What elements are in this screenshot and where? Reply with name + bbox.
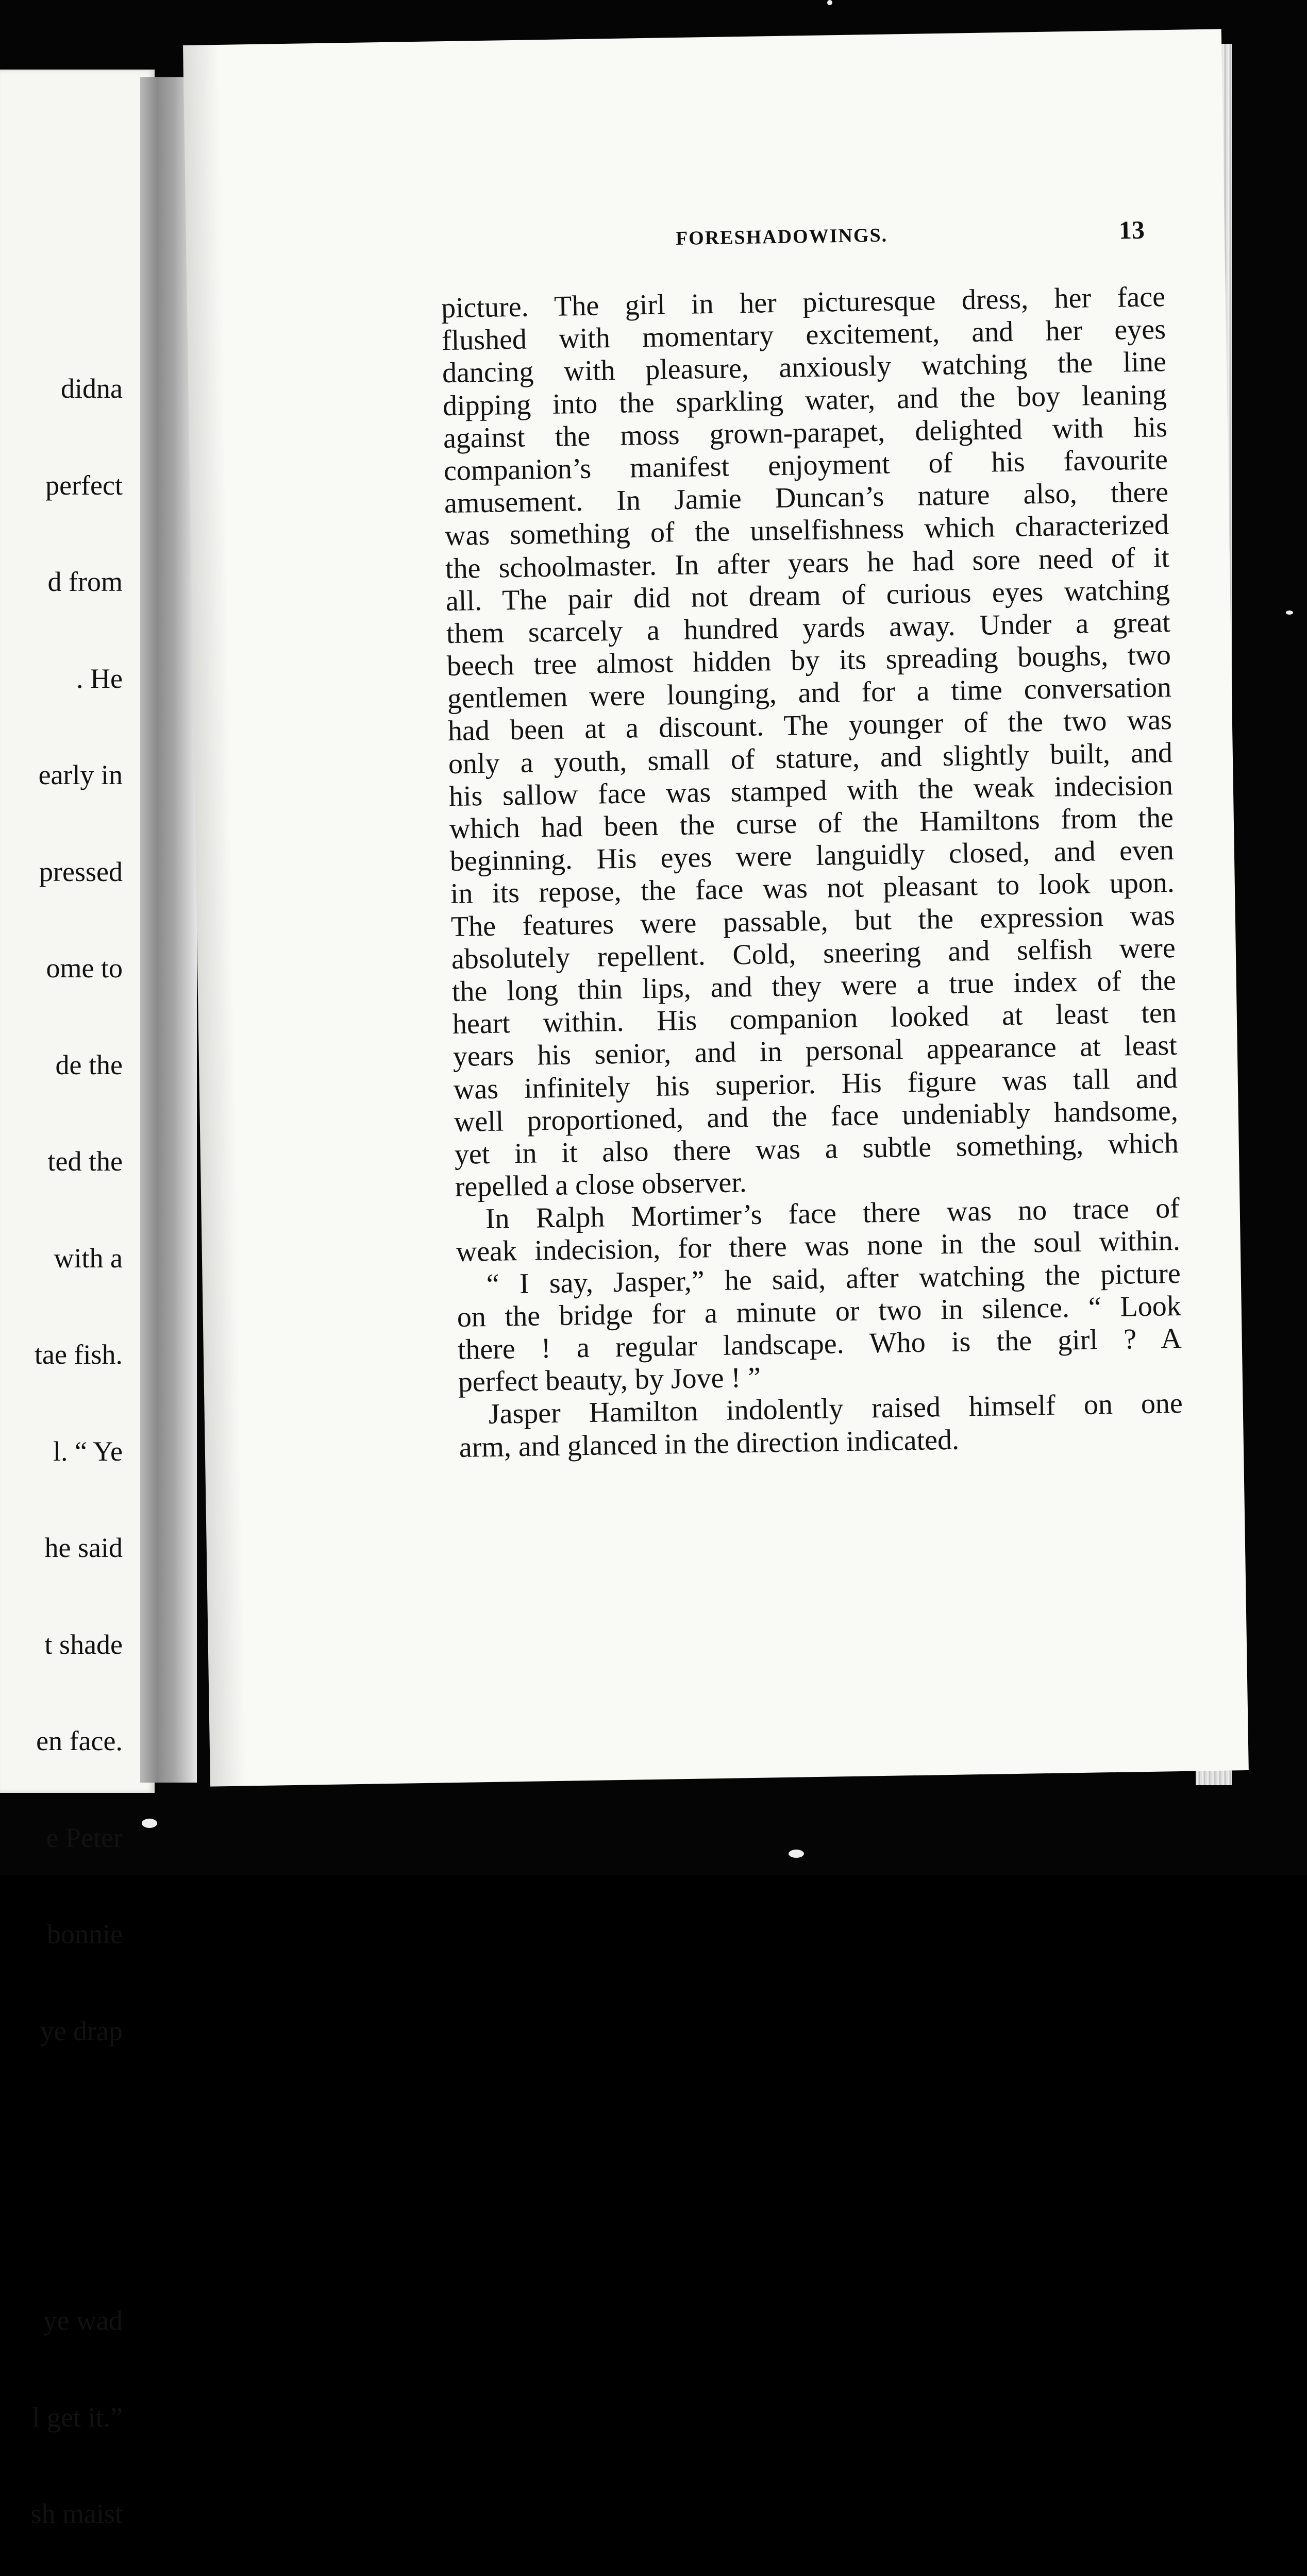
text-line: his sallow face was stamped with the weak indecision <box>448 769 1174 812</box>
facing-line: e Peter <box>46 1822 123 1853</box>
running-title: FORESHADOWINGS. <box>675 224 888 250</box>
text-line: all. The pair did not dream of curious eyes watching <box>445 573 1170 617</box>
facing-line: . He <box>76 663 123 694</box>
facing-line: perfect <box>45 469 123 501</box>
text-line: beginning. His eyes were languidly closed, and even <box>449 834 1175 878</box>
text-line: years his senior, and in personal appearance at least <box>453 1029 1178 1073</box>
text-line: In Ralph Mortimer’s face there was no trace of <box>485 1192 1180 1235</box>
text-line: them scarcely a hundred yards away. Under a great <box>446 606 1171 650</box>
text-line: amusement. In Jamie Duncan’s nature also, there <box>444 476 1169 520</box>
facing-line: ome to <box>46 953 123 984</box>
text-line: dancing with pleasure, anxiously watching the line <box>442 346 1167 389</box>
facing-line: didna <box>61 373 123 404</box>
facing-line: t shade <box>44 1629 123 1660</box>
facing-line: de the <box>55 1049 123 1080</box>
text-line: picture. The girl in her picturesque dress, her face <box>441 281 1166 325</box>
scan-speck <box>827 0 832 5</box>
text-line: which had been the curse of the Hamiltons from the <box>449 802 1174 845</box>
text-line: well proportioned, and the face undeniably handsome, <box>454 1094 1179 1138</box>
text-line: had been at a discount. The younger of the two was <box>447 704 1172 748</box>
text-line: gentlemen were lounging, and for a time conversation <box>447 671 1172 715</box>
text-line: dipping into the sparkling water, and the boy leaning <box>442 378 1167 422</box>
text-line: the long thin lips, and they were a true index of the <box>451 964 1177 1008</box>
facing-line: ted the <box>47 1146 123 1177</box>
facing-line: en face. <box>36 1725 123 1756</box>
text-line: “ I say, Jasper,” he said, after watching the picture <box>486 1257 1181 1300</box>
text-line: yet in it also there was a subtle something, which <box>454 1127 1179 1171</box>
facing-line: l. “ Ye <box>53 1435 123 1467</box>
text-line: absolutely repellent. Cold, sneering and selfish were <box>451 931 1176 975</box>
text-line: heart within. His companion looked at least ten <box>452 997 1177 1041</box>
facing-line: d from <box>47 566 123 597</box>
facing-line: bonnie <box>47 1919 123 1950</box>
text-line: repelled a close observer. <box>455 1166 747 1204</box>
text-line: was something of the unselfishness which characterized <box>444 509 1169 552</box>
running-head <box>444 215 1145 262</box>
facing-line: sh maist <box>30 2498 123 2529</box>
text-line: against the moss grown-parapet, delighted with his <box>443 411 1168 454</box>
text-line: there ! a regular landscape. Who is the girl ? A <box>457 1322 1182 1366</box>
body-text <box>441 281 1184 1464</box>
facing-line: early in <box>38 759 123 790</box>
text-line: companion’s manifest enjoyment of his favourite <box>443 444 1168 487</box>
facing-line: pressed <box>39 856 123 887</box>
text-line: the schoolmaster. In after years he had sore need of it <box>445 541 1170 585</box>
facing-line: l get it.” <box>32 2401 123 2433</box>
scan-speck <box>1286 611 1293 615</box>
facing-line: with a <box>47 1242 123 1274</box>
text-line: flushed with momentary excitement, and her eyes <box>441 313 1166 357</box>
text-line: perfect beauty, by Jove ! ” <box>458 1361 761 1399</box>
facing-line: he said <box>44 1532 123 1563</box>
scan-speck <box>142 1819 157 1828</box>
facing-line: tae fish. <box>35 1339 123 1370</box>
facing-line-gap <box>0 2208 123 2241</box>
facing-page-text <box>0 308 123 2576</box>
facing-line: ye drap <box>40 2015 123 2046</box>
facing-line: ye wad <box>36 2305 123 2336</box>
page-number: 13 <box>1118 215 1145 245</box>
text-line: on the bridge for a minute or two in silence. “ Look <box>457 1290 1182 1333</box>
facing-line-gap <box>0 2111 123 2144</box>
text-line: in its repose, the face was not pleasant to look upon. <box>450 867 1175 910</box>
text-line: only a youth, small of stature, and slightly built, and <box>448 736 1173 780</box>
text-line: arm, and glanced in the direction indicated. <box>459 1423 960 1464</box>
scan-speck <box>789 1850 804 1858</box>
main-page <box>183 29 1249 1786</box>
text-line: was infinitely his superior. His figure was tall and <box>453 1062 1178 1106</box>
text-line: weak indecision, for there was none in the soul within. <box>456 1225 1181 1268</box>
text-line: beech tree almost hidden by its spreading boughs, two <box>446 639 1171 683</box>
text-line: Jasper Hamilton indolently raised himself on one <box>488 1387 1183 1431</box>
text-line: The features were passable, but the expression was <box>450 899 1176 943</box>
